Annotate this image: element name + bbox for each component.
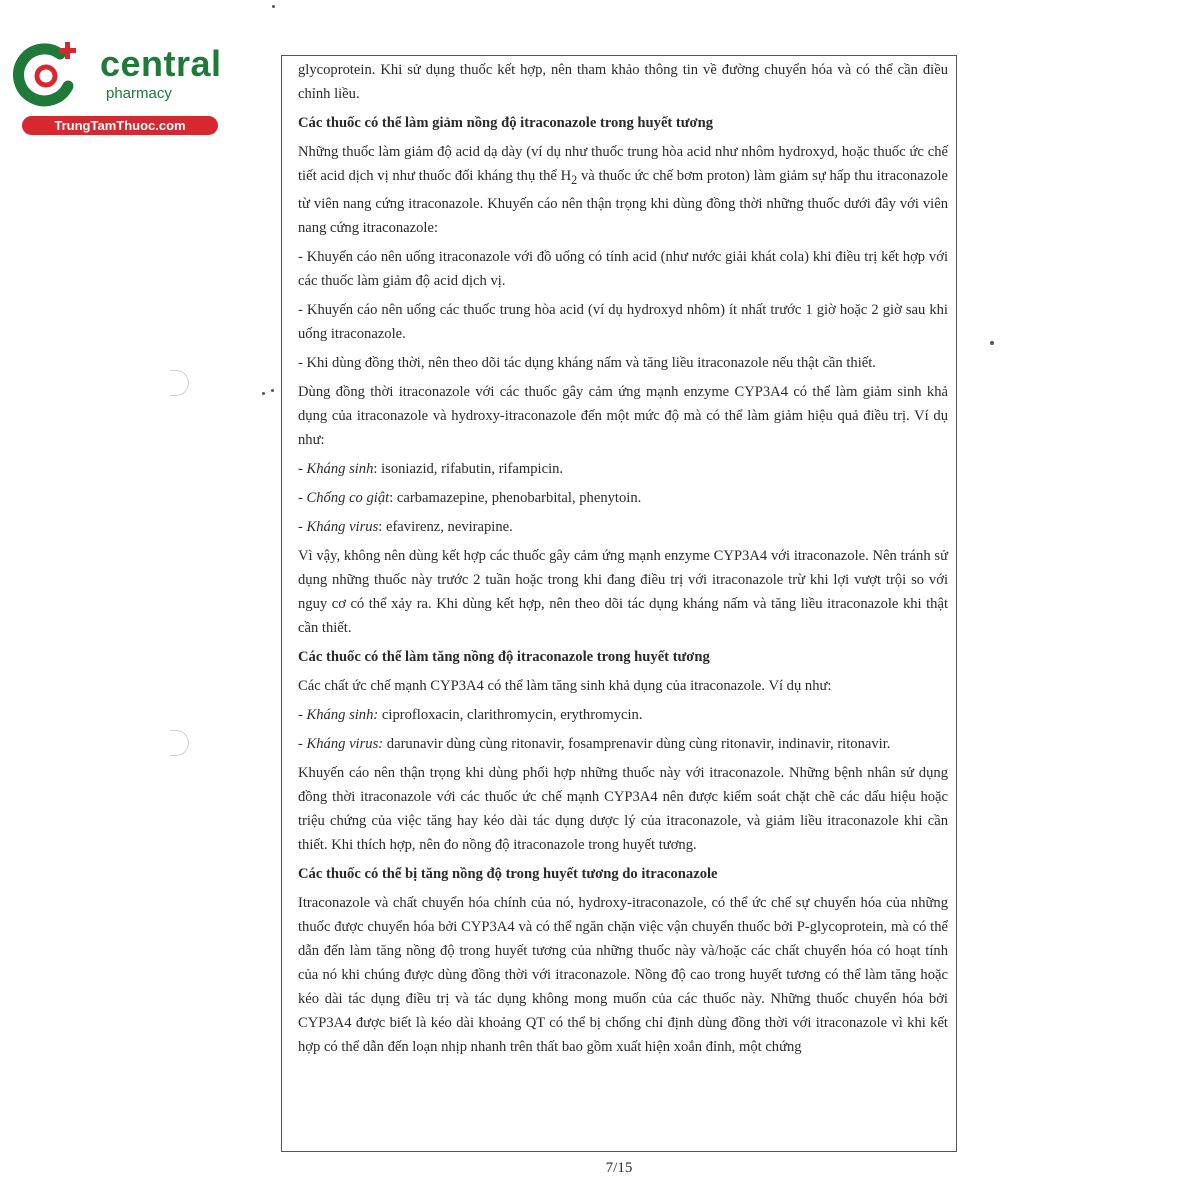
section-heading-affected: Các thuốc có thể bị tăng nồng độ trong huyết tương do itraconazole [298,865,718,882]
paragraph-metabolism: Itraconazole và chất chuyển hóa chính của nó, hydroxy-itraconazole, có thể ức chế sự chuyển hóa của những thuốc được chuyển hóa bởi CYP3A4 và có thể ngăn chặn việc vận chuyển thuốc bởi P-glycoprotein, mà có thể dẫn đến làm tăng nồng độ trong huyết tương của những thuốc này và/hoặc các chất chuyển hóa có hoạt tính của nó khi chúng được dùng đồng thời với itraconazole. Nồng độ cao trong huyết tương có thể làm tăng hoặc kéo dài tác dụng điều trị và tác dụng không mong muốn của các thuốc này. Những thuốc chuyển hóa bởi CYP3A4 được biết là kéo dài khoảng QT có thể bị chống chỉ định dùng đồng thời với itraconazole vì khi kết hợp có thể dẫn đến loạn nhịp nhanh trên thất bao gồm xuất hiện xoắn đỉnh, một chứng [298,894,948,1055]
bullet-item: - Khuyến cáo nên uống itraconazole với đồ uống có tính acid (như nước giải khát cola) khi điều trị kết hợp với các thuốc làm giảm độ acid dịch vị. [298,248,948,289]
list-item: - Kháng virus: darunavir dùng cùng ritonavir, fosamprenavir dùng cùng ritonavir, indinavir, ritonavir. [298,735,891,752]
brand-logo [10,36,222,136]
paragraph-continuation: glycoprotein. Khi sử dụng thuốc kết hợp, nên tham khảo thông tin về đường chuyển hóa và có thể cần điều chỉnh liều. [298,62,948,102]
bullet-item: - Khuyến cáo nên uống các thuốc trung hòa acid (ví dụ hydroxyd nhôm) ít nhất trước 1 giờ hoặc 2 giờ sau khi uống itraconazole. [298,301,948,342]
scan-speck [262,392,265,395]
list-item: - Kháng sinh: isoniazid, rifabutin, rifampicin. [298,460,564,477]
brand-url: TrungTamThuoc.com [22,116,218,135]
brand-sub: pharmacy [106,85,172,102]
paragraph-acid-reducers: Những thuốc làm giảm độ acid dạ dày (ví dụ như thuốc trung hòa acid như nhôm hydroxyd, hoặc thuốc ức chế tiết acid dịch vị như thuốc đối kháng thụ thể $H_2$ và thuốc ức chế bơm proton) làm giảm sự hấp thu itraconazole từ viên nang cứng itraconazole. Khuyến cáo nên thận trọng khi dùng đồng thời những thuốc dưới đây với viên nang cứng itraconazole: [298,144,948,236]
section-heading-increase: Các thuốc có thể làm tăng nồng độ itraconazole trong huyết tương [298,648,710,665]
document-page-frame [281,55,957,1152]
paragraph-recommendation: Vì vậy, không nên dùng kết hợp các thuốc gây cảm ứng mạnh enzyme CYP3A4 với itraconazole. Nên tránh sử dụng những thuốc này trước 2 tuần hoặc trong khi đang điều trị với itraconazole trừ khi lợi vượt trội so với nguy cơ có thể xảy ra. Khi dùng kết hợp, nên theo dõi tác dụng kháng nấm và tăng liều itraconazole khi thật cần thiết. [298,547,948,636]
list-item: - Chống co giật: carbamazepine, phenobarbital, phenytoin. [298,489,642,506]
bullet-item: - Khi dùng đồng thời, nên theo dõi tác dụng kháng nấm và tăng liều itraconazole nếu thật cần thiết. [298,354,876,371]
section-heading-decrease: Các thuốc có thể làm giảm nồng độ itraconazole trong huyết tương [298,115,714,131]
punch-hole-mark [170,370,189,396]
scan-speck [271,389,274,392]
paragraph-caution: Khuyến cáo nên thận trọng khi dùng phối hợp những thuốc này với itraconazole. Những bệnh nhân sử dụng đồng thời itraconazole với các thuốc ức chế mạnh CYP3A4 nên được kiểm soát chặt chẽ các dấu hiệu hoặc triệu chứng của việc tăng hay kéo dài tác dụng dược lý của itraconazole, và giảm liều itraconazole khi cần thiết. Khi thích hợp, nên đo nồng độ itraconazole trong huyết tương. [298,764,948,853]
punch-hole-mark [170,730,189,756]
list-item: - Kháng sinh: ciprofloxacin, clarithromycin, erythromycin. [298,706,643,723]
paragraph-inducers: Dùng đồng thời itraconazole với các thuốc gây cảm ứng mạnh enzyme CYP3A4 có thể làm giảm sinh khả dụng của itraconazole và hydroxy-itraconazole đến một mức độ mà có thể làm giảm hiệu quả điều trị. Ví dụ như: [298,383,948,448]
list-item: - Kháng virus: efavirenz, nevirapine. [298,518,513,535]
subscript: 2 [571,172,578,187]
scan-speck [990,341,994,345]
document-body [298,58,948,1064]
paragraph-inhibitors: Các chất ức chế mạnh CYP3A4 có thể làm tăng sinh khả dụng của itraconazole. Ví dụ như: [298,677,832,694]
scan-speck [272,5,275,8]
page-number: 7/15 [605,1160,633,1176]
brand-name: central [100,43,222,84]
central-pharmacy-logo-icon [10,36,88,114]
